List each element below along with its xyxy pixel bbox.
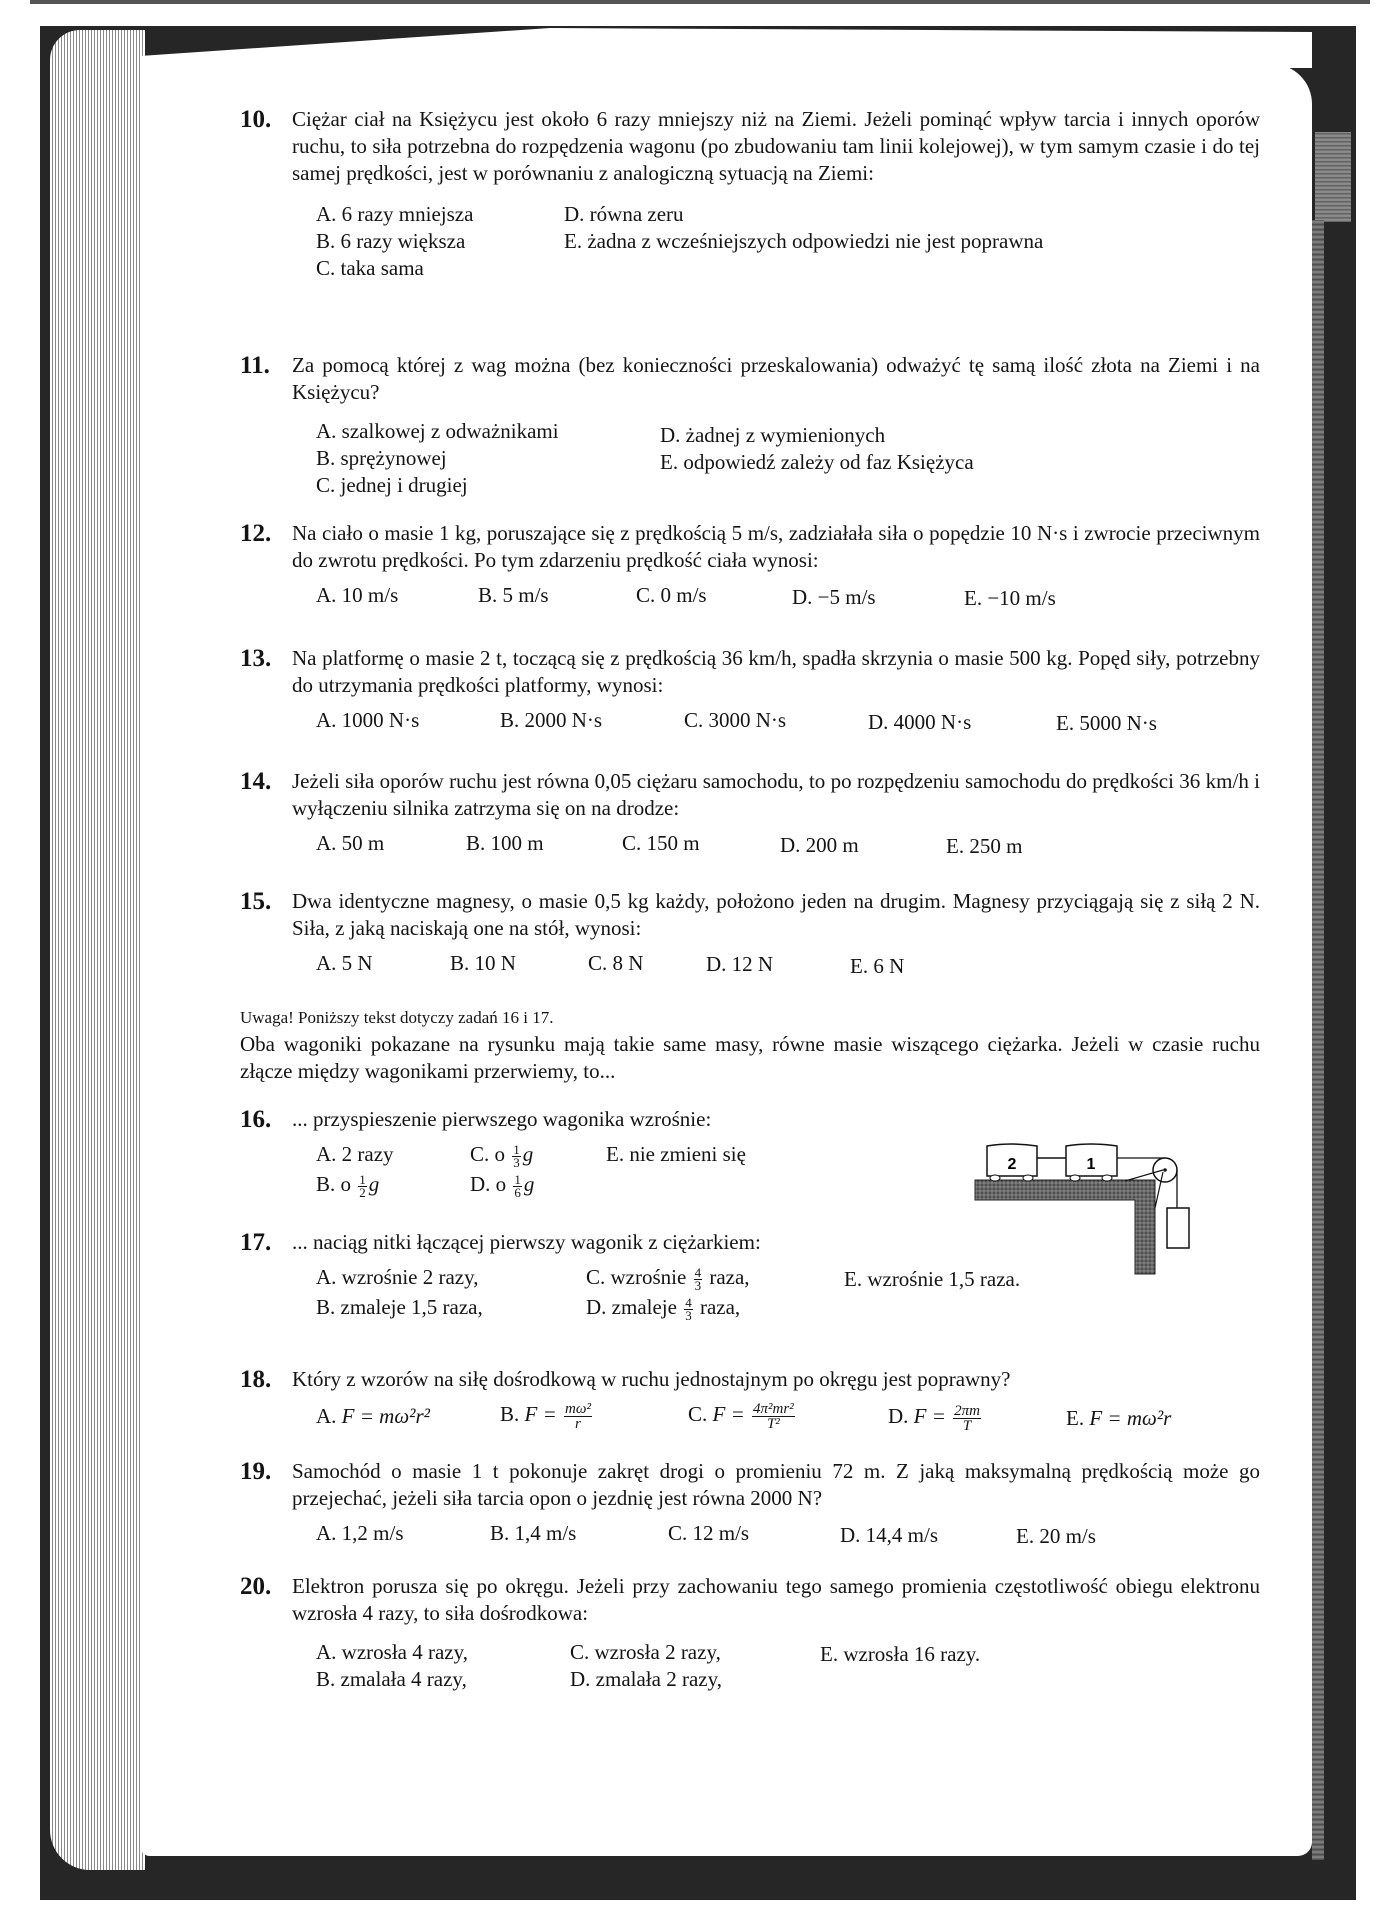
variable-g: g <box>522 1142 534 1166</box>
book-page-edges-right <box>1315 132 1351 222</box>
option-a[interactable]: A. szalkowej z odważnikami <box>316 419 559 443</box>
option-b[interactable]: B. zmaleje 1,5 raza, <box>316 1295 483 1319</box>
option-e[interactable]: E. wzrosła 16 razy. <box>820 1642 981 1666</box>
question-14 <box>240 768 1260 860</box>
note-text: Oba wagoniki pokazane na rysunku mają takie same masy, równe masie wiszącego ciężarka. Jeżeli w czasie ruchu złącze między wagonikami przerwiemy, to... <box>240 1032 1260 1083</box>
question-number: 19. <box>240 1458 272 1485</box>
question-10 <box>240 106 1260 285</box>
option-c[interactable]: C. 0 m/s <box>636 583 707 607</box>
option-suffix: raza, <box>699 1295 741 1319</box>
fraction <box>684 1294 693 1323</box>
option-d[interactable]: D. zmalała 2 razy, <box>570 1667 722 1691</box>
option-c[interactable]: C. 3000 N·s <box>684 708 787 732</box>
option-a[interactable] <box>316 1403 430 1430</box>
variable-g: g <box>368 1172 380 1196</box>
option-d[interactable] <box>888 1403 983 1433</box>
option-d[interactable]: D. równa zeru <box>564 202 684 226</box>
option-e[interactable]: E. żadna z wcześniejszych odpowiedzi nie jest poprawna <box>564 229 1044 253</box>
question-11 <box>240 352 1260 502</box>
option-b[interactable]: B. 6 razy większa <box>316 229 466 253</box>
question-text: Jeżeli siła oporów ruchu jest równa 0,05 ciężaru samochodu, to po rozpędzeniu samochodu do prędkości 36 km/h i wyłączeniu silnika zatrzyma się on na drodze: <box>292 769 1260 820</box>
fraction-numerator: 1 <box>513 1141 520 1157</box>
fraction <box>358 1171 367 1200</box>
option-a[interactable]: A. 1,2 m/s <box>316 1521 404 1545</box>
variable-g: g <box>523 1172 535 1196</box>
question-number: 16. <box>240 1106 272 1133</box>
option-e[interactable]: E. 20 m/s <box>1016 1524 1096 1548</box>
option-b[interactable]: B. zmalała 4 razy, <box>316 1667 467 1691</box>
option-prefix: D. zmaleje <box>586 1295 677 1319</box>
note-header: Uwaga! Poniższy tekst dotyczy zadań 16 i 17. <box>240 1008 554 1027</box>
option-d[interactable]: D. 200 m <box>780 833 859 857</box>
answer-options <box>316 707 1260 737</box>
answer-options <box>316 950 1260 980</box>
option-b[interactable] <box>500 1401 594 1431</box>
formula-lhs: F = <box>913 1404 946 1428</box>
option-a[interactable]: A. 5 N <box>316 951 373 975</box>
option-e[interactable]: E. −10 m/s <box>964 586 1056 610</box>
option-e[interactable]: E. 6 N <box>850 954 905 978</box>
answer-options <box>316 1401 1260 1437</box>
option-a[interactable]: A. 1000 N·s <box>316 708 420 732</box>
option-label: E. <box>1066 1406 1085 1430</box>
formula: F = mω²r² <box>341 1404 430 1428</box>
fraction <box>513 1171 522 1200</box>
question-number: 10. <box>240 106 272 133</box>
option-b[interactable]: B. 2000 N·s <box>500 708 603 732</box>
question-number: 15. <box>240 888 272 915</box>
option-b[interactable] <box>316 1171 379 1199</box>
question-number: 17. <box>240 1229 272 1256</box>
question-number: 13. <box>240 645 272 672</box>
fraction <box>512 1141 521 1170</box>
option-e[interactable]: E. nie zmieni się <box>606 1142 746 1166</box>
option-c[interactable]: C. jednej i drugiej <box>316 473 468 497</box>
cart-2-label: 2 <box>1007 1156 1017 1173</box>
answer-options <box>316 1639 1260 1699</box>
option-a[interactable]: A. 2 razy <box>316 1142 394 1166</box>
question-16 <box>240 1106 920 1205</box>
answer-options <box>316 201 1260 285</box>
option-a[interactable]: A. 50 m <box>316 831 385 855</box>
formula-lhs: F = <box>712 1402 745 1426</box>
option-a[interactable]: A. wzrosła 4 razy, <box>316 1640 468 1664</box>
option-a[interactable]: A. wzrośnie 2 razy, <box>316 1265 479 1289</box>
question-20 <box>240 1573 1260 1699</box>
option-b[interactable]: B. 10 N <box>450 951 516 975</box>
option-c[interactable]: C. 8 N <box>588 951 644 975</box>
fraction-denominator: 6 <box>514 1184 521 1200</box>
option-c[interactable] <box>470 1141 533 1169</box>
fraction-numerator: 1 <box>514 1171 521 1187</box>
formula-lhs: F = <box>524 1402 557 1426</box>
answer-options <box>316 418 1260 502</box>
answer-options <box>316 582 1260 612</box>
fraction-denominator: 2 <box>359 1184 366 1200</box>
option-c[interactable]: C. taka sama <box>316 256 424 280</box>
option-label: A. <box>316 1404 337 1428</box>
formula: F = mω²r <box>1089 1406 1172 1430</box>
fraction <box>752 1402 795 1431</box>
option-b[interactable]: B. 1,4 m/s <box>490 1521 577 1545</box>
option-prefix: D. o <box>470 1172 507 1196</box>
fraction <box>953 1404 981 1433</box>
question-text: Na ciało o masie 1 kg, poruszające się z prędkością 5 m/s, zadziałała siła o popędzie 10 N·s i zwrocie przeciwnym do zwrotu prędkości. Po tym zdarzeniu prędkość ciała wynosi: <box>292 521 1260 572</box>
cart-1-label: 1 <box>1086 1156 1096 1173</box>
option-suffix: raza, <box>709 1265 750 1289</box>
question-15 <box>240 888 1260 980</box>
fraction-numerator: 4π²mr² <box>753 1400 794 1417</box>
fraction-denominator: T² <box>766 1415 780 1432</box>
answer-options <box>316 830 1260 860</box>
option-d[interactable]: D. −5 m/s <box>792 585 876 609</box>
option-d[interactable]: D. 12 N <box>706 952 774 976</box>
question-text: Dwa identyczne magnesy, o masie 0,5 kg każdy, położono jeden na drugim. Magnesy przyciągają się z siłą 2 N. Siła, z jaką naciskają one na stół, wynosi: <box>292 889 1260 940</box>
option-d[interactable] <box>470 1171 534 1199</box>
question-number: 11. <box>240 352 270 379</box>
answer-options <box>316 1264 1260 1328</box>
fraction-numerator: 2πm <box>954 1402 981 1419</box>
question-text: Elektron porusza się po okręgu. Jeżeli przy zachowaniu tego samego promienia częstotliwość obiegu elektronu wzrosła 4 razy, to siła dośrodkowa: <box>292 1574 1260 1625</box>
option-e[interactable] <box>1066 1405 1171 1432</box>
question-text: ... naciąg nitki łączącej pierwszy wagonik z ciężarkiem: <box>292 1230 761 1254</box>
question-text: Za pomocą której z wag można (bez konieczności przeskalowania) odważyć tę samą ilość złota na Ziemi i na Księżycu? <box>292 353 1260 404</box>
question-text: Samochód o masie 1 t pokonuje zakręt drogi o promieniu 72 m. Z jaką maksymalną prędkością może go przejechać, jeżeli siła tarcia opon o jezdnię jest równa 2000 N? <box>292 1459 1260 1510</box>
question-17 <box>240 1229 1260 1328</box>
question-text: ... przyspieszenie pierwszego wagonika wzrośnie: <box>292 1107 712 1131</box>
cart-1 <box>1066 1144 1117 1181</box>
question-12 <box>240 520 1260 612</box>
option-c[interactable]: C. 12 m/s <box>668 1521 750 1545</box>
option-prefix: C. o <box>470 1142 506 1166</box>
question-text: Który z wzorów na siłę dośrodkową w ruchu jednostajnym po okręgu jest poprawny? <box>292 1367 1011 1391</box>
question-number: 18. <box>240 1366 272 1393</box>
book-page-edges-right-strip <box>1312 220 1324 1860</box>
question-text: Ciężar ciał na Księżycu jest około 6 razy mniejszy niż na Ziemi. Jeżeli pominąć wpływ tarcia i innych oporów ruchu, to siła potrzebna do rozpędzenia wagonu (po zbudowaniu tam linii kolejowej), w tym samym czasie i do tej samej prędkości, jest w porównaniu z analogiczną sytuacją na Ziemi: <box>292 107 1260 185</box>
option-label: B. <box>500 1402 520 1426</box>
fraction-denominator: r <box>575 1415 581 1432</box>
cart-2 <box>987 1144 1037 1181</box>
question-19 <box>240 1458 1260 1550</box>
option-c[interactable] <box>586 1264 750 1292</box>
option-prefix: C. wzrośnie <box>586 1265 687 1289</box>
option-d[interactable]: D. żadnej z wymienionych <box>660 423 886 447</box>
question-number: 20. <box>240 1573 272 1600</box>
answer-options <box>316 1520 1260 1550</box>
fraction-denominator: 3 <box>694 1277 702 1293</box>
answer-options <box>316 1141 920 1205</box>
option-d[interactable]: D. 14,4 m/s <box>840 1523 939 1547</box>
option-e[interactable]: E. wzrośnie 1,5 raza. <box>844 1267 1021 1291</box>
fraction-denominator: 3 <box>513 1154 520 1170</box>
option-prefix: B. o <box>316 1172 352 1196</box>
option-label: D. <box>888 1404 909 1428</box>
note-16-17 <box>240 1004 1260 1085</box>
option-e[interactable]: E. 5000 N·s <box>1056 711 1157 735</box>
option-a[interactable]: A. 6 razy mniejsza <box>316 202 474 226</box>
fraction-numerator: 4 <box>694 1264 702 1280</box>
question-number: 14. <box>240 768 272 795</box>
fraction-numerator: 4 <box>685 1294 692 1310</box>
option-d[interactable]: D. 4000 N·s <box>868 710 972 734</box>
option-e[interactable]: E. odpowiedź zależy od faz Księżyca <box>660 450 974 474</box>
option-b[interactable]: B. sprężynowej <box>316 446 447 470</box>
question-18 <box>240 1366 1260 1437</box>
question-number: 12. <box>240 520 272 547</box>
scan-top-edge <box>30 0 1370 4</box>
fraction-numerator: 1 <box>359 1171 366 1187</box>
option-c[interactable] <box>688 1401 797 1431</box>
question-13 <box>240 645 1260 737</box>
option-e[interactable]: E. 250 m <box>946 834 1023 858</box>
option-c[interactable]: C. wzrosła 2 razy, <box>570 1640 721 1664</box>
option-b[interactable]: B. 100 m <box>466 831 544 855</box>
option-b[interactable]: B. 5 m/s <box>478 583 549 607</box>
option-d[interactable] <box>586 1294 740 1322</box>
option-a[interactable]: A. 10 m/s <box>316 583 399 607</box>
fraction-denominator: T <box>962 1417 972 1434</box>
fraction <box>564 1402 592 1431</box>
question-text: Na platformę o masie 2 t, toczącą się z prędkością 36 km/h, spadła skrzynia o masie 500 kg. Popęd siły, potrzebny do utrzymania prędkości platformy, wynosi: <box>292 646 1260 697</box>
option-label: C. <box>688 1402 708 1426</box>
fraction-denominator: 3 <box>685 1307 692 1323</box>
option-c[interactable]: C. 150 m <box>622 831 700 855</box>
fraction <box>694 1264 703 1293</box>
book-page-edges-left <box>50 30 145 1870</box>
fraction-numerator: mω² <box>565 1400 591 1417</box>
